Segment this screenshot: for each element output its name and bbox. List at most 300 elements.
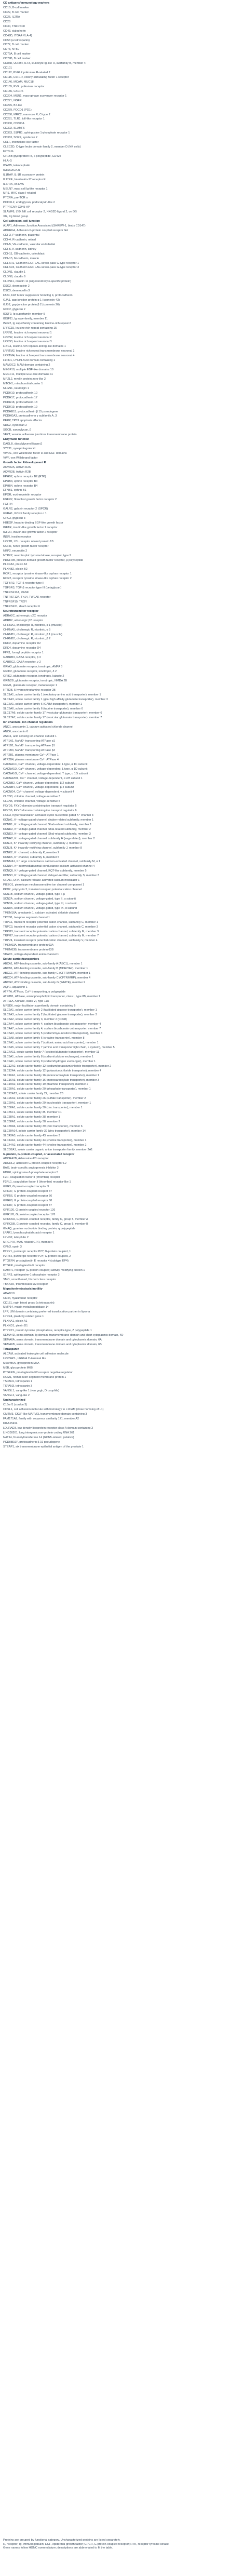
list-item: CD151, raph blood group (a tetraspanin) [3, 1301, 55, 1305]
list-item: MFSD6, major facilitator superfamily domain containing 6 [3, 1004, 76, 1008]
list-item: GPC2, glypican 2 [3, 307, 25, 311]
list-item: CDH11, OB-cadherin, osteoblast [3, 252, 45, 256]
list-item: VANGL2, vang-like 2 [3, 1394, 30, 1398]
list-item: PLXNB2, plexin B2 [3, 568, 28, 571]
list-item: CACNA1C, Ca²⁺ channel, voltage-dependent, L type, α 1C subunit [3, 762, 88, 766]
list-item: PLXNA2, plexin A2 [3, 563, 28, 567]
list-item: KIAA1549L [3, 1421, 18, 1425]
list-item: FXYD5, FXYD domain containing ion transport regulator 5 [3, 804, 77, 808]
list-item: GJB2, gap junction protein β 2 (connexin 26) [3, 303, 60, 306]
list-item: SLC6A1, solute carrier family 6 (GABA transporter), member 1 [3, 702, 82, 706]
list-item: CD73, NT5E [3, 48, 20, 51]
list-item: GPRC5B, G protein-coupled receptor, family C, group 5, member B [3, 1222, 88, 1226]
list-item: M6A/M6A, glycoprotein M6A [3, 1361, 39, 1365]
list-item: TGFBR3, TGF-β receptor type III (betaglycan) [3, 586, 62, 590]
list-item: CD79A, B cell marker [3, 52, 31, 56]
footnote-line: Proteins are grouped by functional category. Uncharacterized proteins are listed separately. [3, 2539, 120, 2542]
list-item: TGFBR2, TGF-β receptor type II [3, 582, 44, 585]
list-item: DRD2, dopamine receptor D2 [3, 642, 41, 646]
list-item: GRIK2, glutamate receptor, ionotropic, kainate 2 [3, 674, 64, 678]
list-item: SLC20A1, solute carrier family 20 (phosphate transporter), member 1 [3, 1088, 91, 1091]
list-item: CMTM3, CKLF-like MARVEL transmembrane domain containing 3 [3, 1413, 87, 1416]
list-item: ATP2B1, plasma membrane Ca²⁺ ATPase 1 [3, 753, 59, 757]
list-item: ANO6, anoctamin 6 [3, 730, 28, 734]
list-item: KCNQ5, K⁺ voltage-gated channel, KQT-like subfamily, member 5 [3, 869, 87, 873]
list-item: EDG8, sphingosine-1-phosphate receptor 5 [3, 1171, 59, 1175]
list-item: IGSF11, Ig superfamily, member 11 [3, 317, 48, 320]
list-item: ADGRG4, Adhesion G protein coupled receptor G4 [3, 229, 68, 232]
list-item: C16orf1 (cordon 3) [3, 1403, 28, 1407]
list-item: ADORA2B, Adenosine A2b receptor [3, 1157, 49, 1161]
list-item: ABCG2, ATP-binding cassette, sub-family G (WHITE), member 2 [3, 981, 85, 984]
list-item: CACNB4, Ca²⁺ channel, voltage-dependent, β 4 subunit [3, 786, 74, 789]
list-item: FGFR4 [3, 503, 13, 506]
list-item: CD86b, ULRB4, ILT3, leukocyte Ig-like R, subfamily B, member 4 [3, 62, 86, 65]
list-item: ABCC1, ATP-binding cassette, sub-family C (CFTR/MRP), member 1 [3, 971, 90, 975]
list-item: FGFR2, fibroblast growth factor receptor 2 [3, 498, 57, 502]
list-item: SLC29A1, solute carrier family 29 (nucleoside transporter), member 1 [3, 1102, 91, 1105]
list-item: TRPM7, transient receptor potential cation channel, subfamily M, member 7 [3, 934, 99, 938]
list-item: KCNN4, K⁺ intermediate/small conductance calcium-activated channel 4 [3, 865, 95, 868]
list-item: KCNA1, K⁺ voltage-gated channel, shaker-related subfamily, member 1 [3, 819, 93, 822]
list-item: ATP8B1, ATPase, aminophospholipid transporter, class I, type 8B, member 1 [3, 995, 100, 998]
list-item: SLC43A3, solute carrier family 43, member 3 [3, 1134, 60, 1137]
list-item: FAT4, FAT tumor suppressor homolog 4, protocadherin [3, 294, 73, 298]
list-item: NTRK2, neurotrophic tyrosine kinase, receptor, type 2 [3, 554, 71, 557]
list-item: PLXNA1, plexin A1 [3, 1320, 28, 1323]
list-item: TRPC3, transient receptor potential cation channel, subfamily C, member 3 [3, 925, 98, 929]
list-item: LYPD1, LY6/PLAUR domain containing 1 [3, 359, 56, 363]
list-item: PDGFRB, platelet-derived growth factor receptor, β polypeptide [3, 558, 84, 562]
list-item: SLC17A7, solute carrier family 17 (vesicular glutamate transporter), member 7 [3, 716, 102, 720]
list-item: CD204, MSR1, macrophage scavenger receptor 1 [3, 94, 67, 98]
footnote-line: Gene names follow HGNC nomenclature; descriptions are abbreviated to fit the table. [3, 2546, 113, 2550]
list-item: DSG2, desmoglein 2 [3, 285, 30, 288]
list-item: PCDHGA3, protocadherin γ subfamily A, 3 [3, 414, 57, 418]
list-item: LPAR1, lysophosphatidic acid receptor 1 [3, 1231, 55, 1235]
list-item: ATP1A1, Na⁺/K⁺ transporting ATPase α1 [3, 740, 55, 743]
list-item: SLC4A7, solute carrier family 4, sodium bicarbonate cotransporter, member 7 [3, 1027, 101, 1031]
list-item: INSR, insulin receptor [3, 535, 31, 539]
list-item: ACVR2A, Activin R2A [3, 465, 31, 469]
list-item: HBEGF, heparin-binding EGF-like growth factor [3, 521, 63, 525]
list-item: ALCAM, activated leukocyte cell adhesion molecule [3, 1352, 69, 1356]
list-item: CACNA1D, Ca²⁺ channel, voltage-dependent, L type, α 1D subunit [3, 767, 88, 771]
list-item: SLC22A23, solute carrier family 22, member 23 [3, 1092, 63, 1096]
list-item: CDH6, K-cadherin, kidney [3, 247, 36, 251]
list-item: PERP, TP53 apoptosis effector [3, 419, 43, 423]
list-item: CD276, B7-H3 [3, 103, 22, 107]
list-item: VWF, von Willebrand factor [3, 456, 38, 460]
list-item: CDH3, P-cadherin, placental [3, 233, 39, 237]
list-item: VWDE, von Willebrand factor D and EGF domains [3, 451, 67, 455]
list-item: CD53 (a tetraspanin) [3, 38, 30, 42]
list-item: TMEM63B, transmembrane protein 63B [3, 948, 54, 952]
list-item: FXYD6, FXYD domain containing ion transport regulator 6 [3, 809, 77, 813]
list-item: F2RL1, coagulation factor II (thrombin) receptor-like 1 [3, 1180, 71, 1184]
list-item: ADRA2C, adrenergic α2C receptor [3, 614, 47, 618]
list-item: CHRNB2, cholinergic R, nicotinic, β 2 [3, 637, 51, 641]
list-item: LPPR4, plasticity related gene 1 [3, 1315, 44, 1319]
list-item: ATP1B3, Na⁺/K⁺ transporting ATPase β3 [3, 748, 55, 752]
list-item: ACVR2B, Activin R2B [3, 470, 31, 474]
list-item: SLC26A2, solute carrier family 26 (sulfate transporter), member 2 [3, 1097, 86, 1101]
list-item: IGSF9, Ig superfamily, member 9 [3, 312, 45, 316]
list-item: ABCC4, ATP-binding cassette, sub-family C (CFTR/MRP), member 4 [3, 976, 90, 980]
list-item: ATP1B1, Na⁺/K⁺ transporting ATPase β1 [3, 744, 55, 747]
section-heading: Solute carrier/transporters [3, 958, 39, 961]
list-item: LRRN1, leucine rich repeat neuronal 1 [3, 331, 52, 334]
list-item: ROR1, receptor tyrosine kinase-like orphan receptor 1 [3, 572, 72, 576]
list-item: OPN3, opsin 3 [3, 1245, 22, 1249]
list-item: M6B, glycoprotein M6B [3, 1366, 33, 1370]
list-item: SCN9A, sodium channel, voltage-gated, type IX, α subunit [3, 906, 77, 910]
list-item: TSPAN1, tetraspanin 1 [3, 1380, 32, 1384]
list-item: DSC3, desmocollin 3 [3, 289, 30, 293]
list-item: CD79B, B cell marker [3, 57, 31, 61]
list-item: SLC30A1, solute carrier family 30 (zinc transporter), member 1 [3, 1106, 83, 1110]
list-item: GNAQ, guanine nucleotide binding protein, q polypeptide [3, 1227, 75, 1230]
list-item: EPHB4, ephrin receptor B4 [3, 484, 38, 488]
list-item: KCNK5, K⁺ channel, subfamily K, member 5 [3, 855, 60, 859]
list-item: HLA-G [3, 159, 12, 163]
list-item: IL17RE, Interleukin-17 receptor E [3, 178, 46, 181]
list-item: ANO1, anoctamin 1, calcium activated chloride channel [3, 726, 73, 729]
list-item: P2RY1, purinergic receptor P2Y, G-protein coupled, 1 [3, 1250, 71, 1254]
list-item: PTGFR, prostaglandin F receptor [3, 1264, 46, 1267]
list-item: PODXL2, endoglycan, podocalyxin-like 2 [3, 201, 55, 205]
list-item: CLEC2D, C-type lectin domain family 2, member D (NK cells) [3, 145, 81, 149]
list-item: SGCB, sarcoglycan, β [3, 428, 32, 432]
section-heading: Uncharacterized [3, 1399, 25, 1402]
list-item: CELSR1, Cadherin EGF LAG seven-pass G-type receptor 1 [3, 261, 79, 265]
list-item: NLGN1, neuroligin 1 [3, 386, 29, 390]
list-item: PIEZO1, piezo type mechanosensitive ion channel component 1 [3, 883, 85, 887]
list-item: GJA1, gap junction protein α 1 (connexin 43) [3, 299, 60, 302]
list-item: CD72, B cell marker [3, 43, 29, 47]
list-item: KCNH2, K⁺ voltage-gated channel, subfamily H (eag-related), member 2 [3, 837, 95, 840]
list-item: ASIC1, acid sensing ion channel subunit 1 [3, 735, 57, 739]
list-item: GABRG2, GABA receptor, γ 2 [3, 661, 41, 664]
list-item: SCN3A, sodium channel, voltage-gated, type III, α subunit [3, 902, 77, 905]
list-item: GP1BB glycoprotein Ib, β polypeptide, CD42c [3, 154, 61, 158]
list-item: CACNB2, Ca²⁺ channel, voltage-dependent, β 2 subunit [3, 781, 74, 785]
list-item: EPOR, erythropoietin receptor [3, 493, 42, 497]
list-item: TNFRSF19, TROY [3, 600, 28, 603]
list-item: CD101 [3, 66, 12, 70]
list-item: CD155, PVR, poliovirus receptor [3, 85, 45, 88]
list-item: LPHN2, latrophilin 2 [3, 1236, 29, 1240]
list-item: CD302, SLAMF6 [3, 127, 25, 130]
list-item: SLAMF8, LY9, NK cell receptor 2, NKG2D ligand 2, on DS [3, 210, 77, 214]
list-item: SLC17A6, solute carrier family 17 (vesicular glutamate transporter), member 6 [3, 712, 102, 715]
list-item: TSPAN3, tetraspanin 3 [3, 1385, 32, 1388]
section-heading: G-protein, G-protein coupled, or associated receptor [3, 1152, 75, 1156]
list-item: ATP2B4, plasma membrane Ca²⁺ ATPase 4 [3, 758, 59, 761]
list-item: SMO, smoothened, frizzled class receptor [3, 1278, 57, 1281]
list-item: CD112, PVRL2 poliovirus R-related 2 [3, 71, 50, 75]
list-item: DRD4, dopamine receptor D4 [3, 647, 41, 650]
list-item: CD43, sialophorin [3, 29, 26, 33]
list-item: CDH5, VE-cadherin, vascular endothelial [3, 243, 55, 246]
list-item: GALR2, galanin receptor 2 (GPCR) [3, 507, 48, 511]
list-item: PTPRCAP, CD45-AP [3, 206, 30, 209]
list-item: P2RY2, purinergic receptor P2Y, G-protein coupled, 2 [3, 1255, 71, 1258]
list-item: GPRC5A, G protein-coupled receptor, family C, group 5, member A [3, 1217, 88, 1221]
list-item: GPR3, G protein-coupled receptor 3 [3, 1185, 49, 1189]
list-item: CD300, CD300A [3, 122, 24, 126]
section-heading: Neurotransmitter receptor [3, 609, 39, 613]
list-item: EPHB3, ephrin receptor B3 [3, 479, 38, 483]
list-item: TMEM16A, anoctamin 1, calcium activated chloride channel [3, 911, 79, 915]
list-item: SLC9A1, solute carrier family 9 (sodium/hydrogen exchanger), member 1 [3, 1059, 96, 1063]
list-item: KCND3, K⁺ voltage-gated channel, Shal-related subfamily, member 3 [3, 832, 91, 836]
list-item: GFRA1, GDNF family receptor α 1 [3, 512, 47, 516]
list-item: CLCN5, chloride channel, voltage-sensitive 5 [3, 800, 60, 803]
list-item: ABCB1, ATP-binding cassette, sub-family B (MDR/TAP), member 1 [3, 967, 88, 970]
section-heading: Migration/metastasis/motility [3, 1287, 43, 1291]
footnote-line: R, receptor; Ig, immunoglobulin; EGF, epidermal growth factor; GPCR, G protein-coupled receptor; RTK, receptor tyrosine kinase. [3, 2542, 170, 2546]
list-item: SCN2A, sodium channel, voltage-gated, type II, α subunit [3, 897, 76, 901]
list-item: GPR68, G protein-coupled receptor 68 [3, 1199, 52, 1202]
section-heading: Growth factor R/development R [3, 461, 46, 464]
list-item: SEMA4D, sema domain, Ig domain, transmembrane domain and short cytoplasmic domain, 4D [3, 1334, 124, 1337]
list-item: SLC44A1, solute carrier family 44 (choline transporter), member 1 [3, 1138, 87, 1142]
list-item: SLC16A1, solute carrier family 16 (monocarboxylate transporter), member 1 [3, 1074, 99, 1077]
list-item: MAMDC2, MAM domain containing 2 [3, 364, 50, 367]
list-item: CD271, NGFR [3, 99, 22, 102]
list-item: SLC1A1, solute carrier family 1 (excitatory amino acid transporter), member 1 [3, 693, 101, 696]
list-item: CHRNA1, cholinergic R, nicotinic, α 1 (muscle) [3, 623, 62, 627]
list-item: CACNG4, Ca²⁺ channel, voltage-dependent, γ subunit 4 [3, 790, 74, 794]
list-item: KCNK2, K⁺ channel, subfamily K, member 2 [3, 851, 60, 854]
list-item: GPR37, G protein-coupled receptor 37 [3, 1190, 52, 1193]
list-item: GPC3, glypican 3 [3, 517, 25, 520]
list-item: IL27RA, on EVS [3, 182, 24, 186]
list-item: STEAP1, six transmembrane epithelial antigen of the prostate 1 [3, 1445, 84, 1448]
list-item: GRIN2B, glutamate receptor, ionotropic, NMDA 2B [3, 679, 67, 682]
list-item: SLC5A3, solute carrier family 5 (sodium/myo-inositol cotransporter), member 3 [3, 1032, 103, 1036]
list-item: ISLR2, Ig superfamily containing leucine-rich repeat 2 [3, 321, 71, 325]
list-item: NGFR, nerve growth factor receptor [3, 544, 49, 548]
list-item: GPR176, G protein-coupled receptor 176 [3, 1213, 56, 1216]
list-item: SLC3A2, solute carrier family 3, member 2 (CD98) [3, 1018, 67, 1022]
list-item: CACNA2D1, Ca²⁺ channel, voltage-dependent, α 2/δ subunit 1 [3, 776, 83, 780]
list-item: PCDHB15, protocadherin β 15 pseudogene [3, 410, 59, 413]
list-item: CD44, hyaluronan receptor [3, 1296, 38, 1300]
list-item: CD146, MCAM, MUC18 [3, 80, 34, 84]
list-item: PCDHB19P, protocadherin β 19 pseudogene [3, 1440, 60, 1444]
footnotes [3, 2539, 226, 2551]
list-item: CD281, TLR1, toll-like receptor 1 [3, 117, 45, 121]
list-item: PCDH10, protocadherin 10 [3, 391, 38, 395]
list-item: S1PR3, sphingosine-1-phosphate receptor 3 [3, 1273, 60, 1277]
list-item: SLC8A1, solute carrier family 8 (sodium/calcium exchanger), member 1 [3, 1055, 93, 1058]
list-item: TRPM3, transient receptor potential cation channel, subfamily M, member 3 [3, 930, 99, 933]
list-item: SLC39A6, solute carrier family 39 (zinc transporter), member 6 [3, 1124, 83, 1128]
list-item: ABCA1, ATP-binding cassette, sub-family A (ABC1), member 1 [3, 962, 83, 966]
list-item: GRIA3, glutamate receptor, ionotropic, AMPA 3 [3, 665, 63, 669]
list-item: SLC4A4, solute carrier family 4, sodium bicarbonate cotransporter, member 4 [3, 1023, 101, 1026]
list-item: TRPC1, transient receptor potential cation channel, subfamily C, member 1 [3, 920, 98, 924]
list-item: LRRN4CL, LRRN4 C-terminal like [3, 1357, 46, 1360]
list-item: XG, Xg blood group [3, 215, 29, 219]
list-item: RAMP1, receptor (G protein-coupled) activity modifying protein 1 [3, 1268, 85, 1272]
list-item: NAT14, N-acetyltransferase 14 (GCN5-related, putative) [3, 1435, 74, 1439]
list-item: MPZL2, myelin protein zero-like 2 [3, 377, 46, 381]
list-item: IL1RAP, IL-1R accessory protein [3, 173, 45, 177]
list-item: CDSL1, cell adhesion molecule with homology to L1CAM (close homolog of L1) [3, 1408, 104, 1412]
list-item: SLC12A2, solute carrier family 12 (sodium/potassium/chloride transporter), member 2 [3, 1064, 112, 1068]
list-item: IGF2R, insulin-like growth factor 2 receptor [3, 530, 58, 534]
list-item: ADRB2, adrenergic β2 receptor [3, 619, 43, 622]
list-item: KCNS3, K⁺ voltage-gated channel, delayed-rectifier, subfamily S, member 3 [3, 874, 99, 878]
marker-list [3, 1, 226, 1450]
list-item: LRRTM4, leucine rich repeat transmembrane neuronal 4 [3, 354, 75, 358]
list-item: CACNA1G, Ca²⁺ channel, voltage-dependent, T type, α 1G subunit [3, 772, 88, 775]
list-item: LRRTM2, leucine rich repeat transmembrane neuronal 2 [3, 350, 75, 353]
list-item: HCN3, hyperpolarization activated cyclic nucleotide gated K⁺ channel 3 [3, 814, 93, 817]
list-item: EFNB1, ephrin-B1 [3, 489, 26, 492]
list-item: AJAP1, Adherens Junction Associated (SHREW-1, binds CD147) [3, 224, 86, 227]
list-item: SLC38A2, solute carrier family 38, member 2 [3, 1120, 60, 1123]
list-item: F2R, coagulation factor II (thrombin) receptor [3, 1176, 60, 1179]
list-item: KCNMA1, K⁺ large conductance calcium-activated channel, subfamily M, α 1 [3, 860, 101, 864]
list-item: ICAM5, telencephalin [3, 164, 31, 167]
list-item: CD363, SOX2, syndecan 2 [3, 136, 38, 140]
list-item: IGHA1/IGKJ1 [3, 168, 21, 172]
list-item: CD25, IL2RA [3, 15, 20, 19]
list-item: SYT11, synaptotagmin XI [3, 447, 35, 450]
list-item: TMEM63A, transmembrane protein 63A [3, 944, 54, 947]
list-item: KCNJ2, K⁺ inwardly-rectifying channel, subfamily J, member 2 [3, 841, 82, 845]
list-item: LRRN2, leucine rich repeat neuronal 2 [3, 336, 52, 339]
list-item: LDLRAD3, low density lipoprotein receptor class A domain containing 3 [3, 1426, 93, 1430]
list-item: IGF1R, insulin-like growth factor 1 receptor [3, 526, 58, 529]
list-item: CD28 [3, 20, 11, 23]
list-item: CD30, TNFRSF8 [3, 24, 25, 28]
list-item: PCDH18, protocadherin 18 [3, 400, 38, 404]
list-item: SLC12A4, solute carrier family 12 (potassium/chloride transporter), member 4 [3, 1069, 101, 1072]
list-item: KCND2, K⁺ voltage-gated channel, Shal-related subfamily, member 2 [3, 827, 91, 831]
list-item: MRGPRF, MAS-related GPR, member F [3, 1241, 55, 1244]
section-heading: Ion channels, ion channel regulators [3, 721, 53, 725]
list-item: HTR2B, 5-hydroxytryptamine receptor 2B [3, 688, 56, 692]
list-item: ORAI1, ORAI calcium release-activated calcium modulator 1 [3, 879, 80, 882]
list-item: KCNJ8, K⁺ inwardly-rectifying channel, subfamily J, member 8 [3, 846, 82, 850]
list-item: MTCH1, mitochondrial carrier 1 [3, 382, 43, 385]
list-item: CKLF, chemokine-like factor [3, 141, 39, 144]
section-heading: Cell adhesion, cell junction [3, 220, 40, 223]
list-item: VDAC1, voltage-dependent anion channel 1 [3, 953, 59, 957]
list-item: GRID2, glutamate receptor, ionotropic, δ 2 [3, 670, 57, 673]
list-item: SCN1B, sodium channel, voltage-gated, type I, β [3, 893, 65, 896]
list-item: GPR56, G protein-coupled receptor 56 [3, 1194, 52, 1198]
list-item: ATP11A, ATPase, class VI, type 11A [3, 999, 49, 1003]
section-heading: CD antigens/immunology markers [3, 2, 50, 5]
list-item: FAM171A2, family with sequence similarity 171, member A2 [3, 1417, 79, 1420]
list-item: SDC2, syndecan 2 [3, 424, 27, 427]
list-item: PLXND1, plexin D1 [3, 1324, 28, 1328]
list-item: TNFRSF21, death receptor 6 [3, 605, 40, 608]
list-item: PTCRA, pre-TCR α [3, 196, 28, 200]
list-item: MSLN?, mast cell Ig-like receptor 1 [3, 187, 48, 191]
list-item: PKD2, polycystin 2, transient receptor potential cation channel [3, 888, 82, 892]
list-item: TRPV4, transient receptor potential cation channel, subfamily V, member 4 [3, 939, 98, 943]
list-item: PCDH19, protocadherin 19 [3, 405, 38, 409]
list-item: LRIG1, leucine-rich repeats and Ig-like domains 1 [3, 345, 66, 348]
list-item: NRP2, neuropilin 2 [3, 549, 28, 553]
list-item: CD1B, B-cell marker [3, 6, 30, 9]
list-item: SLC35F1, solute carrier family 35, member F1 [3, 1111, 62, 1115]
list-item: CD49D, ITGA4 VLA-4) [3, 34, 32, 37]
list-item: CLDN1, claudin 1 [3, 271, 26, 274]
list-item: KCNB1, K⁺ voltage-gated channel, Shab-related subfamily, member 1 [3, 823, 92, 826]
list-item: CLCN3, chloride channel, voltage-sensitive 3 [3, 795, 60, 799]
list-item: ADGRL2, adhesion G protein-coupled receptor L2 [3, 1162, 66, 1165]
list-item: CDH15, M-cadherin, muscle [3, 257, 39, 260]
list-item: SLC44A2, solute carrier family 44 (choline transporter), member 2 [3, 1143, 87, 1147]
list-item: SEMA6A, sema domain, transmembrane domain and cytoplasmic domain, 6A [3, 1338, 102, 1341]
list-item: GABRB3, GABA receptor, β 3 [3, 656, 41, 660]
list-item: SLC6A8, solute carrier family 6 (creatine transporter), member 8 [3, 1037, 85, 1040]
list-item: MMP14, matrix metallopeptidase 14 [3, 1306, 49, 1309]
list-item: SLC16A3, solute carrier family 16 (monocarboxylate transporter), member 3 [3, 1078, 99, 1082]
list-item: LRRN3, leucine rich repeat neuronal 3 [3, 340, 52, 344]
list-item: CLDN11, claudin 11 (oligodendrocyte-specific protein) [3, 280, 71, 284]
list-item: SLCO2A1, solute carrier organic anion transporter family, member 2A1 [3, 1148, 93, 1151]
list-item: LRP1B, LDL receptor related protein 1B [3, 540, 54, 543]
list-item: SLC2A1, solute carrier family 2 (facilitated glucose transporter), member 1 [3, 1009, 97, 1012]
list-item: MEGF10, multiple EGF-like domains 10 [3, 368, 53, 372]
list-item: SLC38A1, solute carrier family 38, member 1 [3, 1116, 60, 1119]
list-item: TBXA2R, thromboxane A2 receptor [3, 1282, 48, 1286]
list-item: LPP, LIM domain containing preferred translocation partner in lipoma [3, 1310, 90, 1314]
list-item: VANGL1, vang-like 1 (van gogh, Drosophila) [3, 1389, 60, 1393]
list-item: GRM1, glutamate receptor, metabotropic 1 [3, 683, 57, 687]
list-item: FPR1, formyl peptide receptor 1 [3, 651, 44, 655]
list-item: SLC19A2, solute carrier family 19 (thiamine transporter), member 2 [3, 1083, 88, 1086]
list-item: ROM1, retinal outer segment membrane protein 1 [3, 1375, 66, 1379]
list-item: CD279, PDCD1 (PD1) [3, 108, 32, 112]
list-item: PTGFRN, prostaglandin F2 receptor negative regulator [3, 1371, 73, 1374]
list-item: SLC7A5, solute carrier family 7 (amino acid transporter light chain, L system), member 5 [3, 1045, 115, 1049]
list-item: TNFRSF12A, Fn14, TWEAK receptor [3, 596, 51, 599]
list-item: BAI3, brain-specific angiogenesis inhibitor 3 [3, 1166, 59, 1170]
list-item: SLC7A11, solute carrier family 7 (cystine/glutamate transporter), member 11 [3, 1050, 100, 1054]
list-item: SLC1A3, solute carrier family 1 (glial high affinity glutamate transporter), member 3 [3, 697, 108, 701]
list-item: TNFRSF11A, RANK [3, 591, 29, 595]
list-item: SLC7A1, solute carrier family 7 (cationic amino acid transporter), member 1 [3, 1041, 99, 1044]
list-item: CLDN6, claudin 6 [3, 275, 26, 279]
list-item: GPR126, G protein-coupled receptor 126 [3, 1208, 56, 1212]
list-item: PCDH17, protocadherin 17 [3, 396, 38, 399]
list-item: CDH4, R-cadherin, retinal [3, 238, 36, 242]
list-item: CD186, CXCR6 [3, 89, 23, 93]
section-heading: Tetraspanin [3, 1347, 19, 1351]
list-item: CHRNB1, cholinergic R, nicotinic, β 1 (muscle) [3, 633, 62, 636]
list-item: SEMA6B, sema domain, transmembrane domain and cytoplasmic domain, 6B [3, 1343, 102, 1346]
list-item: SLC39A14, solute carrier family 39 (zinc transporter), member 14 [3, 1129, 86, 1133]
list-item: EPHB2, ephrin receptor B2 (RTK) [3, 475, 46, 478]
list-item: CD363, S1PR1, sphingosine 1-phosphate receptor 1 [3, 131, 70, 135]
list-item: CD280, MRC2, mannose R, C-type 2 [3, 113, 50, 116]
list-item: CHRNA5, cholinergic R, nicotinic, α 5 [3, 628, 51, 632]
list-item: CD115, CSF1R, colony-stimulating factor 1 receptor [3, 76, 69, 79]
list-item: LRRC15, leucine rich repeat containing 15 [3, 326, 57, 330]
list-item: AQP1, aquaporin 1 [3, 985, 28, 989]
list-item: GPR87, G protein-coupled receptor 87 [3, 1203, 52, 1207]
